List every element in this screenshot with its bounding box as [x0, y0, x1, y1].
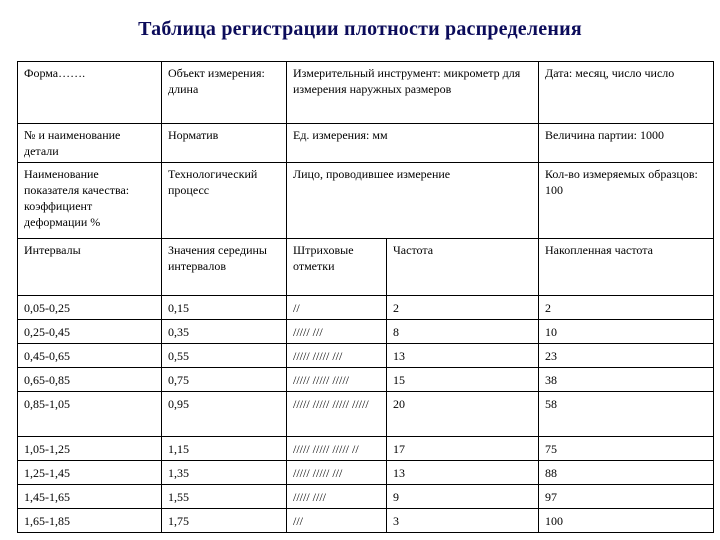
table-row	[18, 320, 714, 344]
tally-cell: ///// ///// ///	[287, 344, 387, 368]
frequency-cell: 9	[387, 485, 539, 509]
col-midpoints: Значения середины интервалов	[162, 239, 287, 296]
frequency-cell: 17	[387, 437, 539, 461]
midpoint-cell: 1,55	[162, 485, 287, 509]
midpoint-cell: 0,15	[162, 296, 287, 320]
samples-cell: Кол-во измеряемых образцов: 100	[539, 163, 714, 239]
cumulative-cell: 23	[539, 344, 714, 368]
table-row	[18, 368, 714, 392]
tally-cell: //	[287, 296, 387, 320]
midpoint-cell: 1,75	[162, 509, 287, 533]
cumulative-cell: 75	[539, 437, 714, 461]
tally-cell: ///// ///	[287, 320, 387, 344]
frequency-cell: 20	[387, 392, 539, 437]
frequency-cell: 15	[387, 368, 539, 392]
col-cumulative: Накопленная частота	[539, 239, 714, 296]
frequency-cell: 8	[387, 320, 539, 344]
object-cell: Объект измерения: длина	[162, 62, 287, 124]
tally-cell: ///// ////	[287, 485, 387, 509]
interval-cell: 1,05-1,25	[18, 437, 162, 461]
frequency-cell: 3	[387, 509, 539, 533]
interval-cell: 0,05-0,25	[18, 296, 162, 320]
column-header-row	[18, 239, 714, 296]
unit-cell: Ед. измерения: мм	[287, 124, 539, 163]
midpoint-cell: 1,35	[162, 461, 287, 485]
col-tally: Штриховые отметки	[287, 239, 387, 296]
header-row-2	[18, 124, 714, 163]
tally-cell: ///	[287, 509, 387, 533]
header-row-3	[18, 163, 714, 239]
frequency-cell: 2	[387, 296, 539, 320]
cumulative-cell: 97	[539, 485, 714, 509]
frequency-cell: 13	[387, 344, 539, 368]
table-row	[18, 485, 714, 509]
table-row	[18, 509, 714, 533]
cumulative-cell: 2	[539, 296, 714, 320]
midpoint-cell: 0,55	[162, 344, 287, 368]
interval-cell: 1,65-1,85	[18, 509, 162, 533]
person-cell: Лицо, проводившее измерение	[287, 163, 539, 239]
midpoint-cell: 0,75	[162, 368, 287, 392]
interval-cell: 1,25-1,45	[18, 461, 162, 485]
table-row	[18, 344, 714, 368]
quality-cell: Наименование показателя качества: коэффициент деформации %	[18, 163, 162, 239]
cumulative-cell: 38	[539, 368, 714, 392]
table-row	[18, 392, 714, 437]
lot-cell: Величина партии: 1000	[539, 124, 714, 163]
norm-cell: Норматив	[162, 124, 287, 163]
col-frequency: Частота	[387, 239, 539, 296]
process-cell: Технологический процесс	[162, 163, 287, 239]
interval-cell: 0,65-0,85	[18, 368, 162, 392]
tally-cell: ///// ///// ///	[287, 461, 387, 485]
cumulative-cell: 100	[539, 509, 714, 533]
instrument-cell: Измерительный инструмент: микрометр для измерения наружных размеров	[287, 62, 539, 124]
frequency-cell: 13	[387, 461, 539, 485]
part-cell: № и наименование детали	[18, 124, 162, 163]
page-title: Таблица регистрации плотности распределения	[138, 18, 582, 40]
interval-cell: 0,25-0,45	[18, 320, 162, 344]
tally-cell: ///// ///// /////	[287, 368, 387, 392]
table-row	[18, 437, 714, 461]
cumulative-cell: 10	[539, 320, 714, 344]
table-row	[18, 296, 714, 320]
col-intervals: Интервалы	[18, 239, 162, 296]
table-row	[18, 461, 714, 485]
form-cell: Форма…….	[18, 62, 162, 124]
tally-cell: ///// ///// ///// /////	[287, 392, 387, 437]
interval-cell: 1,45-1,65	[18, 485, 162, 509]
midpoint-cell: 0,95	[162, 392, 287, 437]
cumulative-cell: 88	[539, 461, 714, 485]
registration-table	[17, 61, 714, 533]
tally-cell: ///// ///// ///// //	[287, 437, 387, 461]
cumulative-cell: 58	[539, 392, 714, 437]
midpoint-cell: 1,15	[162, 437, 287, 461]
header-row-1	[18, 62, 714, 124]
interval-cell: 0,45-0,65	[18, 344, 162, 368]
date-cell: Дата: месяц, число число	[539, 62, 714, 124]
interval-cell: 0,85-1,05	[18, 392, 162, 437]
midpoint-cell: 0,35	[162, 320, 287, 344]
